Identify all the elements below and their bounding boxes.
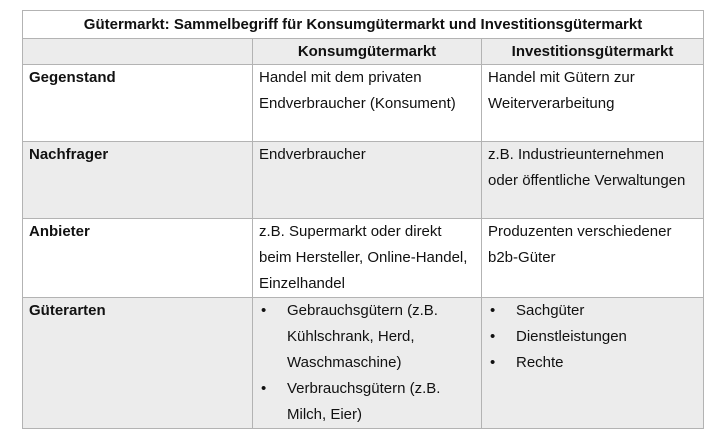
cell-investition: Handel mit Gütern zur Weiterverarbeitung: [482, 65, 704, 142]
cell-konsum: z.B. Supermarkt oder direkt beim Hersteller, Online-Handel, Einzelhandel: [253, 219, 482, 298]
list-item: • Gebrauchsgütern (z.B. Kühlschrank, Herd, Waschmaschine): [259, 298, 475, 376]
header-empty: [23, 39, 253, 65]
bullet-icon: •: [490, 354, 496, 371]
cell-konsum: Endverbraucher: [253, 142, 482, 219]
konsum-bullet-list: [259, 298, 475, 428]
investition-bullet-list: [488, 298, 697, 376]
header-row: [23, 39, 704, 65]
bullet-icon: •: [490, 302, 496, 319]
table-row: [23, 65, 704, 142]
table-row: [23, 142, 704, 219]
list-item: • Verbrauchsgütern (z.B. Milch, Eier): [259, 376, 475, 428]
cell-konsum: [253, 298, 482, 429]
row-label-gueterarten: Güterarten: [23, 298, 253, 429]
list-item: • Sachgüter: [488, 298, 697, 324]
list-item: • Dienstleistungen: [488, 324, 697, 350]
header-investitionsguetermarkt: Investitionsgütermarkt: [482, 39, 704, 65]
bullet-icon: •: [261, 380, 267, 397]
table-row: [23, 219, 704, 298]
row-label-anbieter: Anbieter: [23, 219, 253, 298]
title-row: [23, 11, 704, 39]
header-konsumguetermarkt: Konsumgütermarkt: [253, 39, 482, 65]
bullet-icon: •: [261, 302, 267, 319]
cell-investition: z.B. Industrieunternehmen oder öffentliche Verwaltungen: [482, 142, 704, 219]
list-item: • Rechte: [488, 350, 697, 376]
cell-konsum: Handel mit dem privaten Endverbraucher (Konsument): [253, 65, 482, 142]
bullet-icon: •: [490, 328, 496, 345]
row-label-nachfrager: Nachfrager: [23, 142, 253, 219]
table-row: [23, 298, 704, 429]
comparison-table: [22, 10, 704, 429]
table-title: Gütermarkt: Sammelbegriff für Konsumgütermarkt und Investitionsgütermarkt: [23, 11, 704, 39]
row-label-gegenstand: Gegenstand: [23, 65, 253, 142]
cell-investition: Produzenten verschiedener b2b-Güter: [482, 219, 704, 298]
cell-investition: [482, 298, 704, 429]
